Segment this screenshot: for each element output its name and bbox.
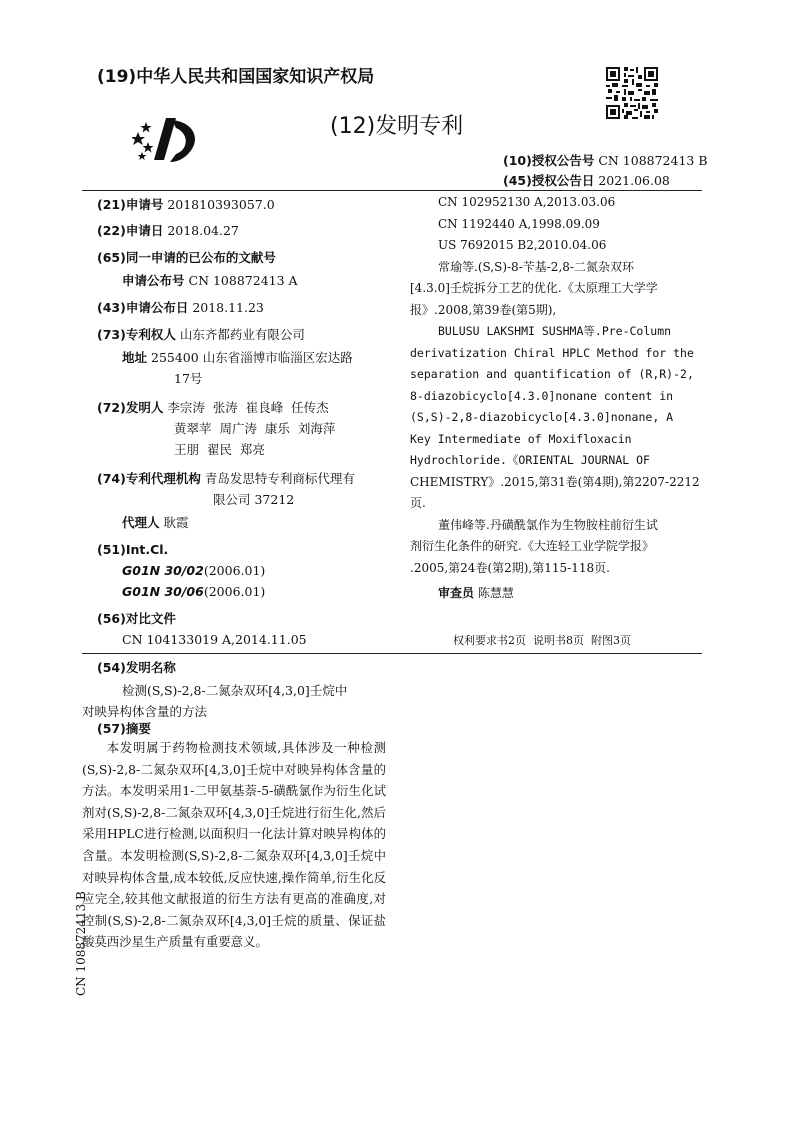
application-number-row <box>97 195 275 214</box>
literature-2-line-4: 8-diazobicyclo[4.3.0]nonane content in <box>410 388 674 403</box>
side-document-number <box>72 878 90 998</box>
int-cl-2 <box>122 582 265 601</box>
abstract-text: 本发明属于药物检测技术领域,具体涉及一种检测(S,S)-2,8-二氮杂双环[4,3,0]壬烷中对映异构体含量的方法。本发明采用1-二甲氨基萘-5-磺酰氯作为衍生化试剂对(S,S)-2,8-二氮杂双环[4,3,0]壬烷进行衍生化,然后采用HPLC进行检测,以面积归一化法计算对映异构体的含量。本发明检测(S,S)-2,8-二氮杂双环[4,3,0]壬烷中对映异构体含量,成本较低,反应快速,操作简单,衍生化反应完全,较其他文献报道的衍生方法有更高的准确度,对控制(S,S)-2,8-二氮杂双环[4,3,0]壬烷的质量、保证盐酸莫西沙星生产质量有重要意义。 <box>82 740 386 950</box>
document-type: (12)发明专利 <box>330 114 464 139</box>
address-row <box>122 348 353 367</box>
patentee-label: (73)专利权人 <box>97 327 176 342</box>
literature-2-line-5: (S,S)-2,8-diazobicyclo[4.3.0]nonane, A <box>410 410 674 424</box>
abstract-heading: (57)摘要 <box>97 721 151 736</box>
references-heading: (56)对比文件 <box>97 611 176 626</box>
patentee: 山东齐都药业有限公司 <box>179 327 305 342</box>
inventors-line-2: 黄翠苹 周广涛 康乐 刘海萍 <box>174 421 336 436</box>
int-cl-label <box>97 540 168 559</box>
examiner-label: 审查员 <box>438 586 475 600</box>
examiner: 陈慧慧 <box>477 586 514 600</box>
side-document-number-text: CN 108872413 B <box>74 891 88 996</box>
reference-4: US 7692015 B2,2010.04.06 <box>438 238 607 252</box>
references-label <box>97 609 176 628</box>
int-cl-1-version: (2006.01) <box>203 563 266 578</box>
grant-number-row <box>503 151 708 169</box>
literature-1-line-2: [4.3.0]壬烷拆分工艺的优化.《太原理工大学学 <box>410 281 658 295</box>
inventors-line-1: 李宗涛 张涛 崔良峰 任传杰 <box>167 400 329 415</box>
agency-line-1: 青岛发思特专利商标代理有 <box>204 471 355 486</box>
literature-2-line-8: CHEMISTRY》.2015,第31卷(第4期),第2207-2212 <box>410 474 700 489</box>
cnipa-logo-icon <box>132 110 204 170</box>
grant-date: 2021.06.08 <box>598 173 670 188</box>
agent-label: 代理人 <box>122 515 160 530</box>
grant-number-label: (10)授权公告号 <box>503 153 595 168</box>
literature-2-line-9: 页. <box>410 496 426 510</box>
publication-number: CN 108872413 A <box>188 273 298 288</box>
invention-title-heading: (54)发明名称 <box>97 660 176 675</box>
publication-date-label: (43)申请公布日 <box>97 300 189 315</box>
invention-title-label <box>97 658 176 677</box>
int-cl-1-code: G01N 30/02 <box>122 563 204 578</box>
publication-date-row <box>97 298 264 317</box>
literature-1-line-3: 报》.2008,第39卷(第5期), <box>410 302 557 317</box>
literature-2-line-7: Hydrochloride.《ORIENTAL JOURNAL OF <box>410 453 650 467</box>
application-date-row <box>97 221 239 240</box>
grant-number: CN 108872413 B <box>598 153 708 168</box>
inventors-label: (72)发明人 <box>97 400 164 415</box>
prior-publication-label <box>97 248 276 267</box>
agent: 耿霞 <box>163 515 189 530</box>
literature-3-line-3: .2005,第24卷(第2期),第115-118页. <box>410 560 610 575</box>
invention-title-line-2: 对映异构体含量的方法 <box>82 704 208 719</box>
literature-2-line-2: derivatization Chiral HPLC Method for the <box>410 345 694 360</box>
grant-date-row <box>503 171 670 189</box>
header-divider <box>82 190 702 191</box>
address-line-1: 255400 山东省淄博市临淄区宏达路 <box>151 350 353 365</box>
literature-3-line-1: 董伟峰等.丹磺酰氯作为生物胺柱前衍生试 <box>438 517 658 532</box>
address-label: 地址 <box>122 350 148 365</box>
office-name: (19)中华人民共和国国家知识产权局 <box>97 67 375 87</box>
reference-3: CN 1192440 A,1998.09.09 <box>438 216 600 231</box>
agency-row <box>97 469 355 488</box>
publication-number-label: 申请公布号 <box>122 273 185 288</box>
publication-number-row <box>122 271 298 290</box>
patentee-row <box>97 325 305 344</box>
int-cl-1 <box>122 561 265 580</box>
int-cl-2-code: G01N 30/06 <box>122 584 204 599</box>
agent-row <box>122 513 189 532</box>
literature-2-line-6: Key Intermediate of Moxifloxacin <box>410 431 632 446</box>
literature-2-line-3: separation and quantification of (R,R)-2, <box>410 367 694 381</box>
grant-date-label: (45)授权公告日 <box>503 173 595 188</box>
int-cl-heading: (51)Int.Cl. <box>97 542 169 557</box>
agency-label: (74)专利代理机构 <box>97 471 201 486</box>
middle-divider <box>82 653 702 654</box>
pages-summary: 权利要求书2页 说明书8页 附图3页 <box>453 634 631 647</box>
reference-1: CN 104133019 A,2014.11.05 <box>122 632 307 647</box>
application-date-label: (22)申请日 <box>97 223 164 238</box>
examiner-row <box>410 583 710 605</box>
abstract-label <box>97 719 151 738</box>
application-date: 2018.04.27 <box>167 223 239 238</box>
agency-line-2: 限公司 37212 <box>213 492 295 507</box>
literature-2-line-1: BULUSU LAKSHMI SUSHMA等.Pre-Column <box>438 324 672 338</box>
reference-2: CN 102952130 A,2013.03.06 <box>438 195 616 209</box>
references-continued <box>410 192 710 605</box>
inventors-line-3: 王朋 翟民 郑亮 <box>174 442 265 457</box>
publication-date: 2018.11.23 <box>192 300 264 315</box>
literature-3-line-2: 剂衍生化条件的研究.《大连轻工业学院学报》 <box>410 539 654 553</box>
application-number: 201810393057.0 <box>167 197 275 212</box>
literature-1-line-1: 常瑜等.(S,S)-8-苄基-2,8-二氮杂双环 <box>438 259 634 274</box>
inventors-row <box>97 398 329 417</box>
address-line-2: 17号 <box>174 371 203 386</box>
application-number-label: (21)申请号 <box>97 197 164 212</box>
invention-title-line-1: 检测(S,S)-2,8-二氮杂双环[4,3,0]壬烷中 <box>122 683 348 698</box>
prior-publication-heading: (65)同一申请的已公布的文献号 <box>97 250 276 265</box>
qr-code-icon <box>606 67 658 119</box>
int-cl-2-version: (2006.01) <box>203 584 266 599</box>
